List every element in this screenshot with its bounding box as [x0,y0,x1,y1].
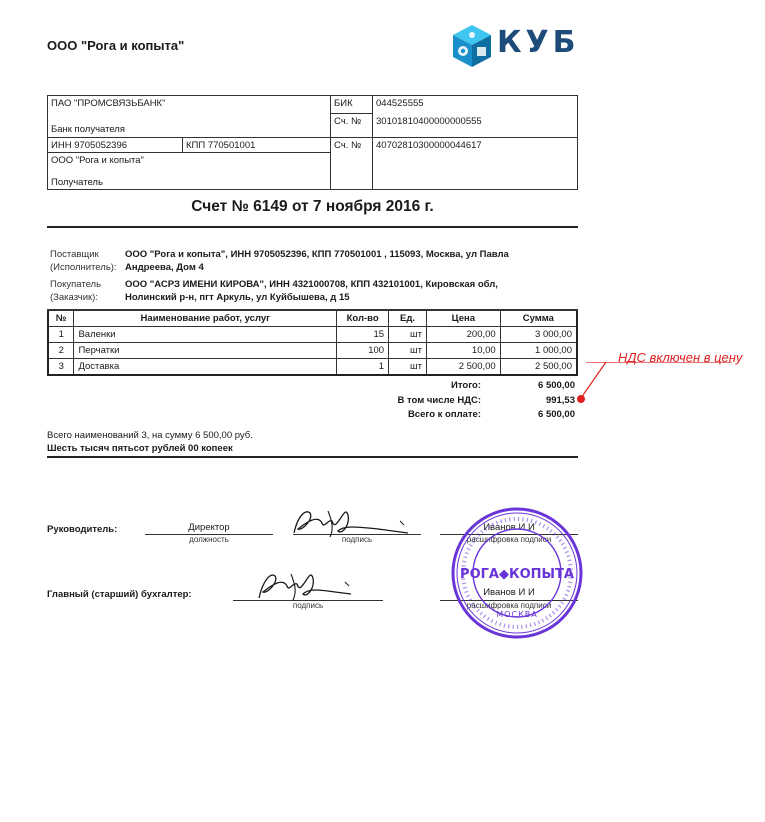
summary-line: Всего наименований 3, на сумму 6 500,00 руб. [47,430,253,441]
annotation-dot [577,395,585,403]
col-header-qty: Кол-во [337,310,389,327]
director-label: Руководитель: [47,524,118,535]
inn-value: ИНН 9705052396 [51,140,128,151]
total-label: Итого: [451,380,481,391]
director-position: Директор [188,522,230,533]
decode-caption: расшифровка подписи [466,601,552,610]
table-header-row [48,310,577,327]
account-label: Сч. № [334,140,362,151]
bank-caption: Банк получателя [51,124,125,135]
supplier-value: ООО "Рога и копыта", ИНН 9705052396, КПП 770501001 , 115093, Москва, ул Павла Андреева, Дом 4 [125,249,509,273]
vat-label: В том числе НДС: [397,395,481,406]
bik-label: БИК [334,98,353,109]
kub-logo [451,23,581,69]
total-value: 6 500,00 [538,380,575,391]
account-value: 40702810300000044617 [376,140,482,151]
summary-divider [47,456,578,458]
position-caption: должность [189,535,229,544]
title-divider [47,226,578,228]
bank-details-table [47,95,578,190]
decode-caption: расшифровка подписи [466,535,552,544]
logo-text: КУБ [497,25,580,60]
col-header-number: № [48,310,74,327]
amount-in-words: Шесть тысяч пятьсот рублей 00 копеек [47,443,233,454]
col-header-name: Наименование работ, услуг [74,310,337,327]
annotation-pointer [576,362,736,408]
company-stamp [449,505,585,641]
recipient-caption: Получатель [51,177,103,188]
table-row: 1 Валенки 15 шт 200,00 3 000,00 [48,327,577,343]
accountant-signature [255,568,365,604]
accountant-name: Иванов И И [483,587,535,598]
cube-icon [451,23,493,69]
col-header-price: Цена [426,310,500,327]
col-header-unit: Ед. [389,310,427,327]
director-name: Иванов И И [483,522,535,533]
buyer-value: ООО "АСРЗ ИМЕНИ КИРОВА", ИНН 4321000708, КПП 432101001, Кировская обл, Нолинский р-н, пгт Аркуль, ул Куйбышева, д 15 [125,279,498,303]
buyer-label: Покупатель (Заказчик): [50,279,102,303]
table-row: 2 Перчатки 100 шт 10,00 1 000,00 [48,343,577,359]
company-name: ООО "Рога и копыта" [47,38,185,53]
recipient-name: ООО "Рога и копыта" [51,155,144,166]
director-signature [288,505,418,541]
due-value: 6 500,00 [538,409,575,420]
corr-account-label: Сч. № [334,116,362,127]
table-row: 3 Доставка 1 шт 2 500,00 2 500,00 [48,359,577,376]
bik-value: 044525555 [376,98,424,109]
accountant-label: Главный (старший) бухгалтер: [47,589,192,600]
stamp-city: МОСКВА [496,610,538,619]
supplier-label: Поставщик (Исполнитель): [50,249,117,273]
col-header-sum: Сумма [500,310,577,327]
vat-value: 991,53 [545,395,575,406]
bank-name: ПАО "ПРОМСВЯЗЬБАНК" [51,98,166,109]
corr-account-value: 30101810400000000555 [376,116,482,127]
signature-caption: подпись [341,535,373,544]
invoice-title: Счет № 6149 от 7 ноября 2016 г. [191,198,434,215]
items-table [47,309,578,376]
due-label: Всего к оплате: [407,409,481,420]
kpp-value: КПП 770501001 [186,140,256,151]
signature-caption: подпись [292,601,324,610]
stamp-center-text: РОГА◆КОПЫТА [460,567,574,582]
vat-note: НДС включен в цену [618,350,743,365]
